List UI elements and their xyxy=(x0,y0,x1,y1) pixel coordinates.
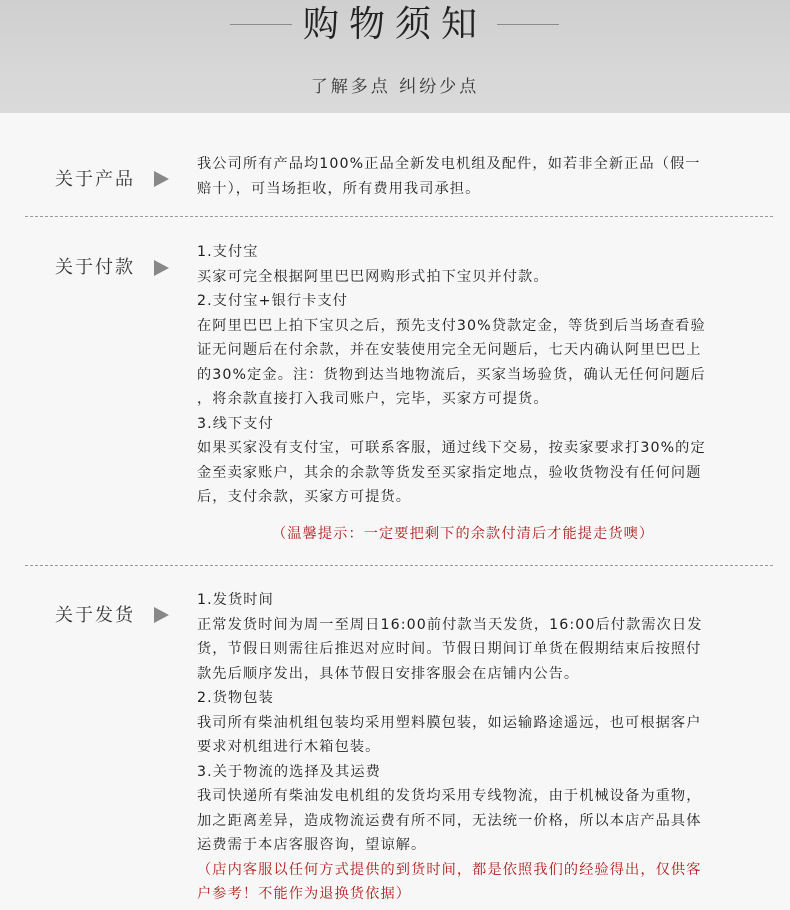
text-line: 在阿里巴巴上拍下宝贝之后，预先支付30%贷款定金，等货到后当场查看验 xyxy=(197,317,706,334)
text-line: ，将余款直接打入我司账户，完毕，买家方可提货。 xyxy=(197,391,549,407)
text-line: 3.线下支付 xyxy=(197,415,274,432)
text-line: 赔十），可当场拒收，所有费用我司承担。 xyxy=(197,180,481,197)
text-line: 2.货物包装 xyxy=(197,690,274,706)
text-line: 1.支付宝 xyxy=(197,244,259,260)
text-line: 2.支付宝+银行卡支付 xyxy=(197,293,349,309)
shipping-notice-line: （店内客服以任何方式提供的到货时间，都是依照我们的经验得出，仅供客 xyxy=(197,861,702,878)
page-header xyxy=(0,0,790,113)
page-title: 购物须知 xyxy=(302,4,487,45)
section-content-product xyxy=(197,152,757,201)
text-line: 我公司所有产品均100%正品全新发电机组及配件，如若非全新正品（假一 xyxy=(197,156,701,172)
text-line: 运费需于本店客服咨询，望谅解。 xyxy=(197,837,427,853)
section-label-shipping: 关于发货 xyxy=(55,605,135,626)
section-content-shipping xyxy=(197,588,757,907)
text-line: 我司所有柴油机组包装均采用塑料膜包装，如运输路途遥远，也可根据客户 xyxy=(197,714,702,731)
text-line: 如果买家没有支付宝，可联系客服，通过线下交易，按卖家要求打30%的定 xyxy=(197,440,706,456)
triangle-right-icon xyxy=(154,260,169,276)
shipping-notice-line: 户参考！不能作为退换货依据） xyxy=(197,886,412,902)
text-line: 货，节假日则需往后推迟对应时间。节假日期间订单货在假期结束后按照付 xyxy=(197,641,702,657)
text-line: 后，支付余款，买家方可提货。 xyxy=(197,489,412,505)
text-line: 金至卖家账户，其余的余款等货发至买家指定地点，验收货物没有任何问题 xyxy=(197,464,702,481)
section-label-product: 关于产品 xyxy=(55,169,135,190)
section-label-payment: 关于付款 xyxy=(55,257,135,278)
text-line: 我司快递所有柴油发电机组的发货均采用专线物流，由于机械设备为重物， xyxy=(197,788,702,804)
text-line: 证无问题后在付余款，并在安装使用完全无问题后，七天内确认阿里巴巴上 xyxy=(197,342,702,358)
payment-notice: （温馨提示：一定要把剩下的余款付清后才能提走货噢） xyxy=(272,526,655,542)
section-divider xyxy=(25,565,773,566)
page-subtitle: 了解多点 纠纷少点 xyxy=(310,77,480,97)
text-line: 正常发货时间为周一至周日16:00前付款当天发货，16:00后付款需次日发 xyxy=(197,616,703,633)
text-line: 加之距离差异，造成物流运费有所不同，无法统一价格，所以本店产品具体 xyxy=(197,812,702,829)
text-line: 的30%定金。注：货物到达当地物流后，买家当场验货，确认无任何问题后 xyxy=(197,366,706,383)
triangle-right-icon xyxy=(154,171,169,187)
text-line: 3.关于物流的选择及其运费 xyxy=(197,763,381,780)
section-divider xyxy=(25,216,773,217)
text-line: 1.发货时间 xyxy=(197,592,274,608)
section-content-payment xyxy=(197,240,757,510)
text-line: 买家可完全根据阿里巴巴网购形式拍下宝贝并付款。 xyxy=(197,268,549,285)
text-line: 要求对机组进行木箱包装。 xyxy=(197,739,381,755)
triangle-right-icon xyxy=(154,607,169,623)
text-line: 款先后顺序发出，具体节假日安排客服会在店铺内公告。 xyxy=(197,665,580,682)
title-right-rule xyxy=(497,24,559,25)
